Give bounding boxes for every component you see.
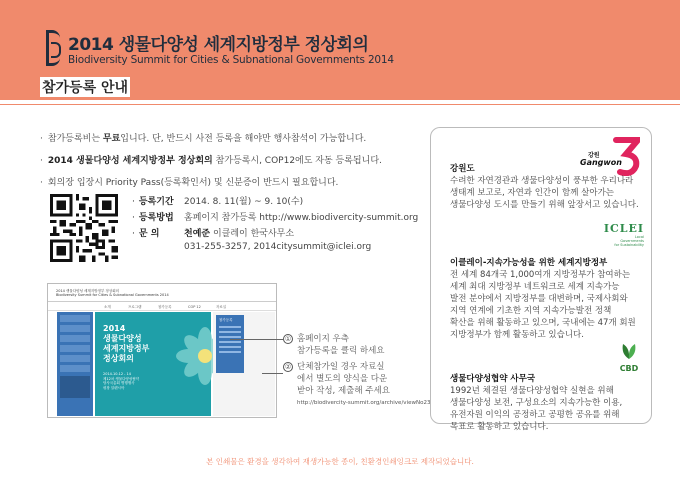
mock-sidebar [57,312,93,416]
annotation-line [230,339,283,340]
org-iclei: 이클레이-지속가능성을 위한 세계지방정부 전 세계 84개국 1,000여개 지방정부가 참여하는 세계 최대 지방정부 네트워크로 세계 지속가능 발전 분야에서 지방정부를 대변하며, 국제사회와 지역 연계에 기초한 지역 지속가능발전 정책 확산을 위해 활동하고 있으며, 국내에는 47개 회원 지방정부가 함께 활동하고 있습니다. [450,258,636,340]
org-cbd: 생물다양성협약 사무국 1992년 체결된 생물다양성협약 실현을 위해 생물다양성 보전, 구성요소의 지속가능한 이용, 유전자원 이익의 공정하고 공평한 공유를 위해 목표로 활동하고 있습니다. [450,374,623,432]
notice-item: · 참가등록비는 무료입니다. 단, 반드시 사전 등록을 해야만 행사참석이 가능합니다. [40,131,420,144]
mock-hero-banner [95,312,211,416]
notice-list [40,131,420,197]
summit-logo-icon [46,30,60,66]
notice-item: · 2014 생물다양성 세계지방정부 정상회의 참가등록시, COP12에도 자동 등록됩니다. [40,153,420,166]
contact-details: 031-255-3257, 2014citysummit@iclei.org [184,242,372,252]
mock-register-button[interactable]: 참가등록 [216,315,244,373]
mock-hero-detail: 2014.10.12 - 14 제12차 생물다양성협약 당사국총회 병행행사 평창 알펜시아 [103,372,139,390]
contact-row: · 문 의 천예준 이클레이 한국사무소 [132,226,418,242]
org-gangwon: 강원도 수려한 자연경관과 생물다양성이 풍부한 우리나라 생태계 보고로, 자연과 인간이 함께 살아가는 생물다양성 도시를 만들기 위해 앞장서고 있습니다. [450,164,639,210]
registration-info [132,194,418,258]
divider [0,104,680,105]
annotation-line [262,373,283,374]
mock-nav-item: 자료실 [216,305,227,309]
registration-link[interactable]: 홈페이지 참가등록 http://www.biodivercity-summit.org [184,213,419,223]
mock-nav-item: 참가등록 [158,305,172,309]
mock-logo: 2014 생물다양성 세계지방정부 정상회의 Biodiversity Summit for Cities & Subnational Governments 2014 [56,289,169,297]
website-screenshot [47,283,277,418]
page-title: 참가등록 안내 [40,77,130,97]
cbd-logo: CBD [616,342,642,372]
method-row: · 등록방법 홈페이지 참가등록 http://www.biodivercity-summit.org [132,210,418,226]
mock-hero-title: 2014 생물다양성 세계지방정부 정상회의 [103,324,150,363]
mock-nav-item: 소개 [104,305,111,309]
qr-code-icon[interactable] [50,194,118,262]
annotation-1: ① 홈페이지 우측 참가등록을 클릭 하세요 [284,334,385,356]
mock-nav [48,302,277,311]
gangwon-logo: 강원 Gangwon [580,136,640,176]
notice-item: · 회의장 입장시 Priority Pass(등록확인서) 및 신분증이 반드시 필요합니다. [40,175,420,188]
mock-header [48,284,277,302]
mock-nav-item: COP 12 [188,305,201,309]
footer-note: 본 인쇄물은 환경을 생각하여 재생가능한 종이, 친환경인쇄잉크로 제작되었습니다. [206,457,474,466]
archive-link[interactable]: http://biodivercity-summit.org/archive/viewNo23 [297,400,431,406]
annotation-2: ② 단체참가일 경우 자료실 에서 별도의 양식을 다운 받아 작성, 제출해 주세요 http://biodivercity-summit.org/archive/viewNo23 [283,361,430,409]
summit-subtitle: Biodiversity Summit for Cities & Subnational Governments 2014 [68,54,394,66]
mock-nav-item: 프로그램 [128,305,142,309]
iclei-logo: ICLEI Local Governments for Sustainability [603,222,644,247]
summit-title: 2014 생물다양성 세계지방정부 정상회의 [68,35,369,55]
period-row: · 등록기간 2014. 8. 11(월) ~ 9. 10(수) [132,194,418,210]
leaf-icon [618,342,640,360]
